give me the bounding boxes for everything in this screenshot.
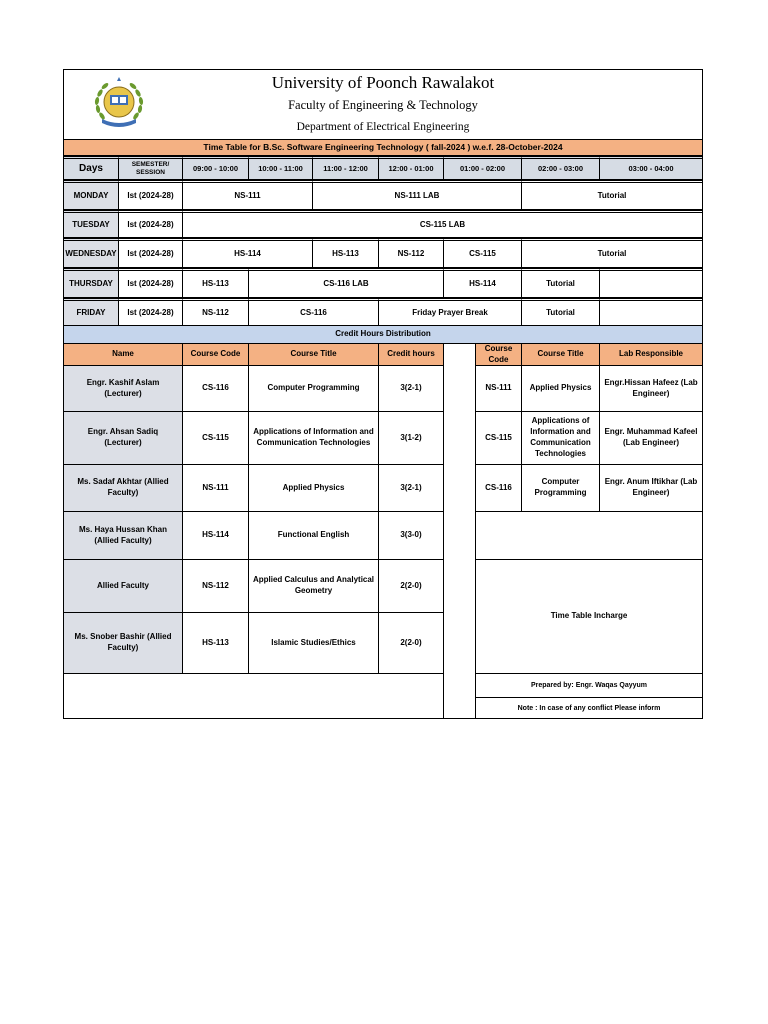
credit-hours: 3(3-0) bbox=[379, 512, 444, 560]
slot-header: 12:00 - 01:00 bbox=[379, 156, 444, 180]
lab-course-title: Applications of Information and Communication Technologies bbox=[522, 412, 600, 465]
credit-hours: 3(2-1) bbox=[379, 465, 444, 512]
lab-course-title: Applied Physics bbox=[522, 366, 600, 412]
credit-hours: 2(2-0) bbox=[379, 613, 444, 674]
gap-column bbox=[444, 344, 476, 719]
class-cell: NS-112 bbox=[379, 238, 444, 268]
class-cell: CS-116 bbox=[249, 298, 379, 326]
day-tuesday: TUESDAY bbox=[64, 210, 119, 238]
class-cell: Friday Prayer Break bbox=[379, 298, 522, 326]
course-title: Applied Calculus and Analytical Geometry bbox=[249, 560, 379, 613]
session-cell: Ist (2024-28) bbox=[119, 210, 183, 238]
course-code: CS-115 bbox=[183, 412, 249, 465]
lab-responsible: Engr. Muhammad Kafeel (Lab Engineer) bbox=[600, 412, 702, 465]
class-cell: Tutorial bbox=[522, 268, 600, 298]
instructor-name: Ms. Haya Hussan Khan (Allied Faculty) bbox=[64, 512, 183, 560]
session-cell: Ist (2024-28) bbox=[119, 238, 183, 268]
day-wednesday: WEDNESDAY bbox=[64, 238, 119, 268]
slot-header: 09:00 - 10:00 bbox=[183, 156, 249, 180]
days-header: Days bbox=[64, 156, 119, 180]
course-code: NS-111 bbox=[183, 465, 249, 512]
prepared-by: Prepared by: Engr. Waqas Qayyum bbox=[476, 674, 702, 698]
timetable-title: Time Table for B.Sc. Software Engineering Technology ( fall-2024 ) w.e.f. 28-October-2024 bbox=[64, 139, 702, 156]
faculty-name: Faculty of Engineering & Technology bbox=[288, 98, 478, 112]
course-code: NS-112 bbox=[183, 560, 249, 613]
lab-course-code: CS-116 bbox=[476, 465, 522, 512]
class-cell: Tutorial bbox=[522, 238, 702, 268]
slot-header: 03:00 - 04:00 bbox=[600, 156, 702, 180]
lab-responsible: Engr. Anum Iftikhar (Lab Engineer) bbox=[600, 465, 702, 512]
class-cell bbox=[600, 298, 702, 326]
instructor-name: Ms. Sadaf Akhtar (Allied Faculty) bbox=[64, 465, 183, 512]
course-code: HS-113 bbox=[183, 613, 249, 674]
class-cell: NS-111 LAB bbox=[313, 180, 522, 210]
instructor-name: Engr. Ahsan Sadiq (Lecturer) bbox=[64, 412, 183, 465]
course-code: HS-114 bbox=[183, 512, 249, 560]
slot-header: 11:00 - 12:00 bbox=[313, 156, 379, 180]
day-friday: FRIDAY bbox=[64, 298, 119, 326]
course-title: Islamic Studies/Ethics bbox=[249, 613, 379, 674]
class-cell: Tutorial bbox=[522, 298, 600, 326]
class-cell: NS-112 bbox=[183, 298, 249, 326]
slot-header: 01:00 - 02:00 bbox=[444, 156, 522, 180]
lab-header-responsible: Lab Responsible bbox=[600, 344, 702, 366]
day-monday: MONDAY bbox=[64, 180, 119, 210]
class-cell: HS-114 bbox=[183, 238, 313, 268]
class-cell: HS-114 bbox=[444, 268, 522, 298]
credit-hours: 2(2-0) bbox=[379, 560, 444, 613]
credit-hours: 3(2-1) bbox=[379, 366, 444, 412]
lab-empty-cell bbox=[476, 512, 702, 560]
course-title: Applications of Information and Communication Technologies bbox=[249, 412, 379, 465]
session-cell: Ist (2024-28) bbox=[119, 268, 183, 298]
class-cell: CS-115 bbox=[444, 238, 522, 268]
col-header-code: Course Code bbox=[183, 344, 249, 366]
timetable-sheet bbox=[63, 69, 703, 719]
footer-empty-cell bbox=[64, 674, 444, 719]
credit-hours-title: Credit Hours Distribution bbox=[64, 326, 702, 344]
lab-course-title: Computer Programming bbox=[522, 465, 600, 512]
class-cell: NS-111 bbox=[183, 180, 313, 210]
lab-responsible: Engr.Hissan Hafeez (Lab Engineer) bbox=[600, 366, 702, 412]
lab-header-title: Course Title bbox=[522, 344, 600, 366]
instructor-name: Ms. Snober Bashir (Allied Faculty) bbox=[64, 613, 183, 674]
col-header-title: Course Title bbox=[249, 344, 379, 366]
day-thursday: THURSDAY bbox=[64, 268, 119, 298]
timetable-incharge: Time Table Incharge bbox=[476, 560, 702, 674]
course-code: CS-116 bbox=[183, 366, 249, 412]
slot-header: 02:00 - 03:00 bbox=[522, 156, 600, 180]
semester-header: SEMESTER/ SESSION bbox=[119, 156, 183, 180]
class-cell: HS-113 bbox=[183, 268, 249, 298]
course-title: Applied Physics bbox=[249, 465, 379, 512]
class-cell: CS-116 LAB bbox=[249, 268, 444, 298]
slot-header: 10:00 - 11:00 bbox=[249, 156, 313, 180]
lab-course-code: CS-115 bbox=[476, 412, 522, 465]
session-cell: Ist (2024-28) bbox=[119, 298, 183, 326]
lab-header-code: Course Code bbox=[476, 344, 522, 366]
lab-course-code: NS-111 bbox=[476, 366, 522, 412]
university-name: University of Poonch Rawalakot bbox=[271, 73, 495, 92]
class-cell: CS-115 LAB bbox=[183, 210, 702, 238]
col-header-name: Name bbox=[64, 344, 183, 366]
credit-hours: 3(1-2) bbox=[379, 412, 444, 465]
instructor-name: Allied Faculty bbox=[64, 560, 183, 613]
conflict-note: Note : In case of any conflict Please inform bbox=[517, 704, 661, 712]
course-title: Computer Programming bbox=[249, 366, 379, 412]
col-header-hours: Credit hours bbox=[379, 344, 444, 366]
instructor-name: Engr. Kashif Aslam (Lecturer) bbox=[64, 366, 183, 412]
class-cell: Tutorial bbox=[522, 180, 702, 210]
course-title: Functional English bbox=[249, 512, 379, 560]
class-cell: HS-113 bbox=[313, 238, 379, 268]
department-name: Department of Electrical Engineering bbox=[296, 121, 470, 133]
class-cell bbox=[600, 268, 702, 298]
session-cell: Ist (2024-28) bbox=[119, 180, 183, 210]
